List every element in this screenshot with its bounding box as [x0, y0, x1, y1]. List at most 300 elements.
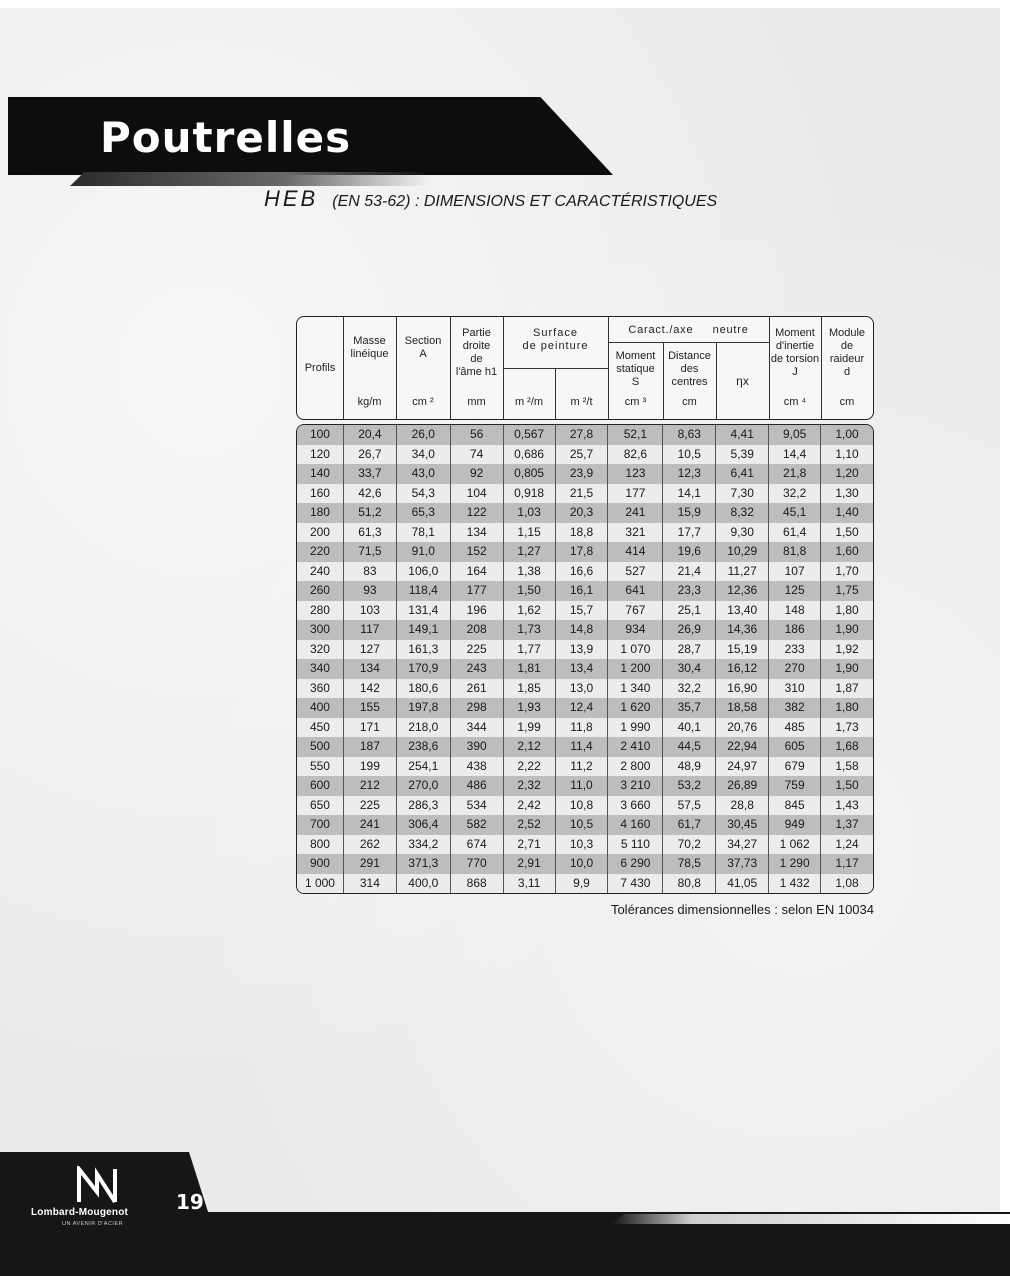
table-cell: 450 — [297, 718, 344, 738]
table-cell: 1 620 — [608, 698, 663, 718]
table-cell: 196 — [451, 601, 504, 621]
table-cell: 5,39 — [716, 445, 769, 465]
header-eta-label: ηx — [736, 374, 749, 388]
table-cell: 1 990 — [608, 718, 663, 738]
header-mi-line3: de torsion — [770, 353, 820, 365]
table-cell: 1,68 — [835, 739, 859, 753]
table-row — [297, 874, 873, 894]
table-cell: 12,36 — [716, 581, 769, 601]
table-cell: 15,19 — [716, 640, 769, 660]
table-cell: 11,2 — [556, 757, 609, 777]
header-module — [821, 317, 873, 419]
heb-table — [296, 316, 874, 894]
header-profils-label: Profils — [304, 361, 336, 374]
header-masse-line2: linéique — [350, 348, 389, 360]
table-cell: 225 — [344, 796, 397, 816]
table-cell: 170,9 — [397, 659, 451, 679]
header-section — [396, 317, 450, 419]
table-cell: 26,89 — [716, 776, 769, 796]
table-cell: 949 — [769, 815, 821, 835]
table-cell: 34,27 — [716, 835, 769, 855]
table-cell: 1,50 — [835, 778, 859, 792]
header-section-line1: Section — [404, 335, 442, 347]
table-cell: 149,1 — [397, 620, 451, 640]
brand-name: Lombard-Mougenot — [31, 1207, 129, 1218]
header-ms-line2: statique — [616, 363, 655, 375]
table-cell: 20,3 — [556, 503, 609, 523]
header-mi-line1: Moment — [775, 327, 815, 339]
header-distance-line1: Distance — [668, 350, 711, 362]
table-cell: 208 — [451, 620, 504, 640]
table-cell: 13,40 — [716, 601, 769, 621]
table-cell: 171 — [344, 718, 397, 738]
unit-surf-t: m ²/t — [570, 396, 593, 408]
table-cell: 1,90 — [835, 661, 859, 675]
table-cell: 48,9 — [663, 757, 716, 777]
table-cell: 534 — [451, 796, 504, 816]
table-cell: 1,87 — [835, 680, 859, 695]
table-cell: 241 — [608, 503, 663, 523]
table-cell: 2 410 — [608, 737, 663, 757]
table-cell: 57,5 — [663, 796, 716, 816]
table-row — [297, 854, 873, 874]
table-cell: 56 — [451, 425, 504, 445]
table-cell: 17,8 — [556, 542, 609, 562]
table-row — [297, 445, 873, 465]
table-cell: 233 — [769, 640, 821, 660]
section-subtitle — [264, 186, 717, 212]
header-ms-line3: S — [631, 376, 640, 388]
table-cell: 1,30 — [835, 485, 859, 500]
table-cell: 40,1 — [663, 718, 716, 738]
table-row — [297, 425, 873, 445]
table-cell: 14,4 — [769, 445, 821, 465]
table-cell: 400 — [297, 698, 344, 718]
header-surface-label: Surface de peinture — [522, 327, 589, 352]
table-cell: 28,7 — [663, 640, 716, 660]
table-cell: 1,40 — [835, 505, 859, 519]
table-cell: 2,32 — [504, 776, 556, 796]
table-cell: 1,58 — [835, 758, 859, 773]
table-cell: 6 290 — [608, 854, 663, 874]
table-cell: 106,0 — [397, 562, 451, 582]
table-cell: 390 — [451, 737, 504, 757]
table-cell: 679 — [769, 757, 821, 777]
table-cell: 1,50 — [504, 581, 556, 601]
table-cell: 1,10 — [835, 446, 859, 461]
table-cell: 0,918 — [504, 484, 556, 504]
header-surf-t — [555, 317, 608, 419]
table-cell: 800 — [297, 835, 344, 855]
table-cell: 1,43 — [835, 797, 859, 812]
table-cell: 9,05 — [769, 425, 821, 445]
table-cell: 1,27 — [504, 542, 556, 562]
table-cell: 61,7 — [663, 815, 716, 835]
table-cell: 123 — [608, 464, 663, 484]
header-module-line4: d — [843, 366, 851, 378]
table-cell: 2,71 — [504, 835, 556, 855]
table-cell: 180 — [297, 503, 344, 523]
table-cell: 199 — [344, 757, 397, 777]
table-cell: 24,97 — [716, 757, 769, 777]
table-cell: 298 — [451, 698, 504, 718]
table-cell: 1,15 — [504, 523, 556, 543]
table-cell: 1 340 — [608, 679, 663, 699]
table-cell: 51,2 — [344, 503, 397, 523]
table-cell: 212 — [344, 776, 397, 796]
table-cell: 700 — [297, 815, 344, 835]
table-cell: 41,05 — [716, 874, 769, 894]
table-cell: 131,4 — [397, 601, 451, 621]
table-cell: 177 — [451, 581, 504, 601]
table-cell: 485 — [769, 718, 821, 738]
table-cell: 161,3 — [397, 640, 451, 660]
table-cell: 1 290 — [769, 854, 821, 874]
table-cell: 344 — [451, 718, 504, 738]
table-cell: 22,94 — [716, 737, 769, 757]
table-cell: 11,0 — [556, 776, 609, 796]
table-cell: 1,81 — [504, 659, 556, 679]
table-row — [297, 464, 873, 484]
header-partie-line1: Partie — [462, 327, 491, 339]
table-cell: 26,0 — [397, 425, 451, 445]
table-cell: 21,4 — [663, 562, 716, 582]
page-title: Poutrelles — [100, 113, 352, 162]
table-cell: 26,7 — [344, 445, 397, 465]
table-cell: 4 160 — [608, 815, 663, 835]
table-row — [297, 523, 873, 543]
title-underbar — [70, 172, 430, 186]
table-cell: 10,0 — [556, 854, 609, 874]
table-cell: 13,4 — [556, 659, 609, 679]
table-cell: 30,4 — [663, 659, 716, 679]
table-cell: 12,3 — [663, 464, 716, 484]
table-cell: 16,90 — [716, 679, 769, 699]
table-cell: 11,8 — [556, 718, 609, 738]
table-cell: 32,2 — [769, 484, 821, 504]
table-cell: 10,8 — [556, 796, 609, 816]
unit-moment: cm ³ — [624, 396, 647, 408]
table-cell: 650 — [297, 796, 344, 816]
table-cell: 238,6 — [397, 737, 451, 757]
table-cell: 26,9 — [663, 620, 716, 640]
header-distance-line2: des — [680, 363, 699, 375]
table-cell: 5 110 — [608, 835, 663, 855]
table-cell: 2,91 — [504, 854, 556, 874]
table-cell: 71,5 — [344, 542, 397, 562]
table-cell: 400,0 — [397, 874, 451, 894]
header-partie-line3: de — [470, 353, 483, 365]
header-section-line2: A — [419, 348, 427, 360]
table-cell: 8,32 — [716, 503, 769, 523]
table-cell: 11,27 — [716, 562, 769, 582]
table-cell: 6,41 — [716, 464, 769, 484]
header-distance — [663, 317, 716, 419]
table-cell: 2,22 — [504, 757, 556, 777]
header-module-line1: Module — [828, 327, 866, 339]
table-cell: 7 430 — [608, 874, 663, 894]
table-cell: 1,85 — [504, 679, 556, 699]
table-cell: 16,1 — [556, 581, 609, 601]
table-cell: 767 — [608, 601, 663, 621]
table-cell: 900 — [297, 854, 344, 874]
table-row — [297, 601, 873, 621]
table-cell: 310 — [769, 679, 821, 699]
table-cell: 1,99 — [504, 718, 556, 738]
table-row — [297, 562, 873, 582]
table-cell: 14,36 — [716, 620, 769, 640]
table-cell: 21,8 — [769, 464, 821, 484]
table-cell: 1,03 — [504, 503, 556, 523]
unit-partie: mm — [467, 396, 486, 408]
table-cell: 674 — [451, 835, 504, 855]
table-cell: 260 — [297, 581, 344, 601]
table-cell: 270,0 — [397, 776, 451, 796]
table-cell: 0,686 — [504, 445, 556, 465]
table-cell: 286,3 — [397, 796, 451, 816]
table-cell: 321 — [608, 523, 663, 543]
table-cell: 1,80 — [835, 700, 859, 714]
table-cell: 42,6 — [344, 484, 397, 504]
table-cell: 160 — [297, 484, 344, 504]
table-cell: 18,8 — [556, 523, 609, 543]
table-cell: 868 — [451, 874, 504, 894]
table-cell: 65,3 — [397, 503, 451, 523]
table-cell: 30,45 — [716, 815, 769, 835]
table-cell: 1,70 — [835, 563, 859, 578]
table-cell: 18,58 — [716, 698, 769, 718]
table-cell: 61,3 — [344, 523, 397, 543]
table-cell: 270 — [769, 659, 821, 679]
header-module-line2: de — [840, 340, 854, 352]
header-masse-line1: Masse — [353, 335, 386, 347]
table-cell: 9,9 — [556, 874, 609, 894]
table-cell: 33,7 — [344, 464, 397, 484]
table-cell: 300 — [297, 620, 344, 640]
table-cell: 1 432 — [769, 874, 821, 894]
table-cell: 34,0 — [397, 445, 451, 465]
table-header — [296, 316, 874, 420]
table-cell: 7,30 — [716, 484, 769, 504]
table-cell: 20,76 — [716, 718, 769, 738]
table-cell: 134 — [451, 523, 504, 543]
table-cell: 220 — [297, 542, 344, 562]
table-cell: 12,4 — [556, 698, 609, 718]
header-partie-line4: l'âme h1 — [455, 366, 498, 378]
page-number: 19 — [176, 1190, 204, 1214]
brand-tagline: UN AVENIR D'ACIER — [62, 1221, 124, 1227]
table-cell: 314 — [344, 874, 397, 894]
table-row — [297, 620, 873, 640]
table-cell: 78,5 — [663, 854, 716, 874]
table-cell: 486 — [451, 776, 504, 796]
table-cell: 11,4 — [556, 737, 609, 757]
table-cell: 1,20 — [835, 466, 859, 480]
table-cell: 340 — [297, 659, 344, 679]
table-cell: 845 — [769, 796, 821, 816]
table-cell: 148 — [769, 601, 821, 621]
header-module-line3: raideur — [829, 353, 865, 365]
table-cell: 164 — [451, 562, 504, 582]
table-row — [297, 659, 873, 679]
table-cell: 1,17 — [835, 856, 859, 870]
header-moment-inertie — [769, 317, 821, 419]
table-cell: 78,1 — [397, 523, 451, 543]
table-cell: 122 — [451, 503, 504, 523]
table-cell: 641 — [608, 581, 663, 601]
table-cell: 103 — [344, 601, 397, 621]
table-cell: 1,90 — [835, 622, 859, 636]
table-cell: 134 — [344, 659, 397, 679]
table-cell: 360 — [297, 679, 344, 699]
table-cell: 280 — [297, 601, 344, 621]
table-row — [297, 503, 873, 523]
table-cell: 125 — [769, 581, 821, 601]
table-body — [296, 424, 874, 894]
unit-section: cm ² — [412, 396, 434, 408]
table-cell: 1 070 — [608, 640, 663, 660]
table-cell: 93 — [344, 581, 397, 601]
table-cell: 1,38 — [504, 562, 556, 582]
table-cell: 3 660 — [608, 796, 663, 816]
table-cell: 20,4 — [344, 425, 397, 445]
table-cell: 241 — [344, 815, 397, 835]
table-row — [297, 718, 873, 738]
table-cell: 1 062 — [769, 835, 821, 855]
table-cell: 1,73 — [504, 620, 556, 640]
table-cell: 21,5 — [556, 484, 609, 504]
table-cell: 91,0 — [397, 542, 451, 562]
header-partie-line2: droite — [462, 340, 491, 352]
table-cell: 320 — [297, 640, 344, 660]
table-cell: 600 — [297, 776, 344, 796]
table-cell: 500 — [297, 737, 344, 757]
table-cell: 8,63 — [663, 425, 716, 445]
header-mi-line4: J — [792, 366, 798, 378]
table-row — [297, 542, 873, 562]
table-cell: 200 — [297, 523, 344, 543]
table-cell: 197,8 — [397, 698, 451, 718]
table-cell: 152 — [451, 542, 504, 562]
table-cell: 218,0 — [397, 718, 451, 738]
table-cell: 1,08 — [835, 875, 859, 890]
table-cell: 155 — [344, 698, 397, 718]
table-cell: 4,41 — [716, 425, 769, 445]
subtitle-description: (EN 53-62) : DIMENSIONS ET CARACTÉRISTIQUES — [332, 193, 718, 210]
header-mi-line2: d'inertie — [775, 340, 815, 352]
table-cell: 27,8 — [556, 425, 609, 445]
table-cell: 53,2 — [663, 776, 716, 796]
table-cell: 1,50 — [835, 524, 859, 539]
table-cell: 13,9 — [556, 640, 609, 660]
table-cell: 0,567 — [504, 425, 556, 445]
table-cell: 334,2 — [397, 835, 451, 855]
header-surf-m — [503, 317, 555, 419]
table-cell: 550 — [297, 757, 344, 777]
table-cell: 240 — [297, 562, 344, 582]
table-cell: 1,37 — [835, 817, 859, 831]
table-cell: 1,24 — [835, 836, 859, 851]
table-cell: 140 — [297, 464, 344, 484]
table-cell: 32,2 — [663, 679, 716, 699]
table-cell: 438 — [451, 757, 504, 777]
table-cell: 1 000 — [297, 874, 344, 894]
table-cell: 225 — [451, 640, 504, 660]
table-cell: 1 200 — [608, 659, 663, 679]
unit-masse: kg/m — [357, 396, 382, 408]
table-cell: 0,805 — [504, 464, 556, 484]
tolerance-note: Tolérances dimensionnelles : selon EN 10034 — [610, 902, 874, 917]
table-cell: 80,8 — [663, 874, 716, 894]
table-cell: 44,5 — [663, 737, 716, 757]
table-cell: 15,7 — [556, 601, 609, 621]
header-caract-label: Caract./axe neutre — [628, 324, 749, 336]
table-cell: 371,3 — [397, 854, 451, 874]
table-cell: 1,60 — [835, 544, 859, 558]
table-cell: 43,0 — [397, 464, 451, 484]
table-row — [297, 757, 873, 777]
table-cell: 25,1 — [663, 601, 716, 621]
table-row — [297, 679, 873, 699]
table-cell: 127 — [344, 640, 397, 660]
table-cell: 261 — [451, 679, 504, 699]
table-row — [297, 835, 873, 855]
table-cell: 14,1 — [663, 484, 716, 504]
table-cell: 527 — [608, 562, 663, 582]
table-cell: 10,29 — [716, 542, 769, 562]
table-cell: 10,3 — [556, 835, 609, 855]
table-cell: 23,3 — [663, 581, 716, 601]
table-row — [297, 640, 873, 660]
subtitle-code: HEB — [264, 186, 319, 211]
header-distance-line3: centres — [671, 376, 708, 388]
table-cell: 2,42 — [504, 796, 556, 816]
table-cell: 17,7 — [663, 523, 716, 543]
table-cell: 15,9 — [663, 503, 716, 523]
table-row — [297, 815, 873, 835]
unit-distance: cm — [682, 396, 697, 408]
table-cell: 934 — [608, 620, 663, 640]
table-cell: 23,9 — [556, 464, 609, 484]
lombard-mougenot-logo-icon — [76, 1166, 118, 1204]
table-cell: 117 — [344, 620, 397, 640]
table-cell: 82,6 — [608, 445, 663, 465]
table-cell: 382 — [769, 698, 821, 718]
table-cell: 81,8 — [769, 542, 821, 562]
table-row — [297, 581, 873, 601]
table-cell: 2,52 — [504, 815, 556, 835]
table-row — [297, 698, 873, 718]
table-cell: 52,1 — [608, 425, 663, 445]
table-cell: 306,4 — [397, 815, 451, 835]
table-cell: 1,93 — [504, 698, 556, 718]
table-cell: 186 — [769, 620, 821, 640]
table-cell: 74 — [451, 445, 504, 465]
header-ms-line1: Moment — [615, 350, 656, 362]
table-cell: 291 — [344, 854, 397, 874]
table-cell: 70,2 — [663, 835, 716, 855]
table-cell: 180,6 — [397, 679, 451, 699]
footer-stripe — [612, 1214, 1010, 1224]
table-cell: 16,6 — [556, 562, 609, 582]
table-row — [297, 484, 873, 504]
table-cell: 28,8 — [716, 796, 769, 816]
table-cell: 1,92 — [835, 641, 859, 656]
table-cell: 120 — [297, 445, 344, 465]
header-profils — [297, 317, 343, 419]
table-cell: 37,73 — [716, 854, 769, 874]
table-cell: 262 — [344, 835, 397, 855]
